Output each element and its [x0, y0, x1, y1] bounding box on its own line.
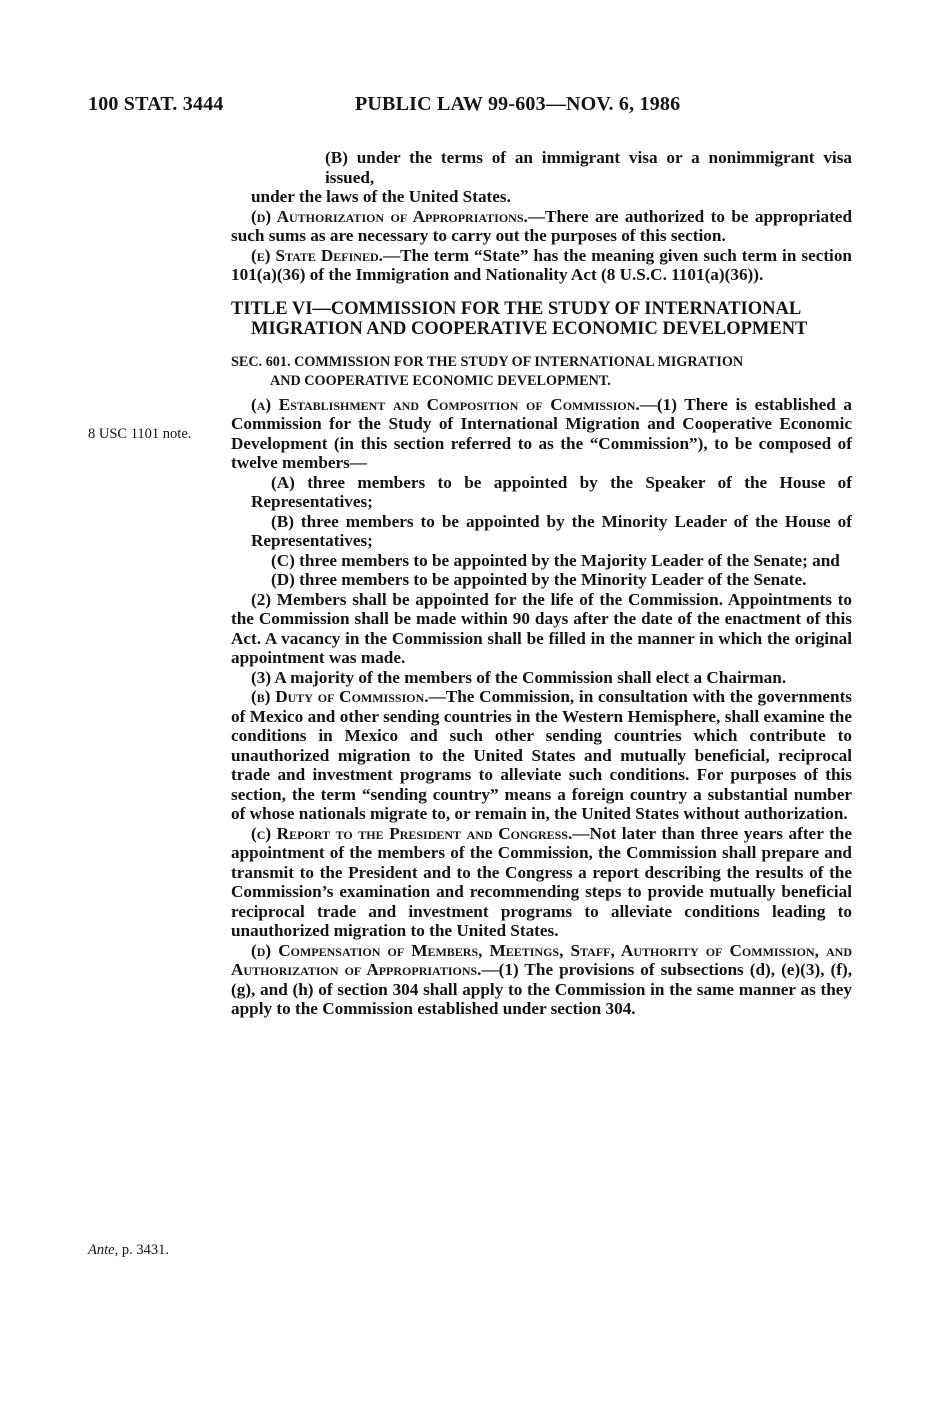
- section-heading-line1: SEC. 601. COMMISSION FOR THE STUDY OF INTERNATIONAL MIGRATION: [231, 353, 744, 370]
- page-reference: 100 STAT. 3444: [88, 93, 224, 115]
- subsection-b: [231, 687, 852, 824]
- subsection-d-heading: (d) Authorization of Appropriations.: [251, 206, 528, 226]
- subsection-d-text: —There are authorized to be appropriated such sums as are necessary to carry out the purposes of this section.: [231, 206, 852, 245]
- margin-note-ante: [88, 1242, 169, 1259]
- paragraph-a-A: (A) three members to be appointed by the Speaker of the House of Representatives;: [251, 472, 852, 511]
- subsection-d2: [231, 941, 852, 1019]
- subsection-d2-text: —(1) The provisions of subsections (d), (e)(3), (f), (g), and (h) of section 304 shall apply to the Commission in the same manner as they apply to the Commission established under section 304.: [231, 960, 852, 1018]
- subsection-a: [231, 395, 852, 473]
- subsection-a-text: —(1) There is established a Commission for the Study of International Migration and Cooperative Economic Development (in this section referred to as the “Commission”), to be composed of twelve members—: [231, 394, 852, 472]
- subsection-d2-heading: (d) Compensation of Members, Meetings, Staff, Authority of Commission, and Authorization of Appropriations.: [231, 940, 852, 979]
- subsection-d: [231, 207, 852, 246]
- subsection-b-text: —The Commission, in consultation with the governments of Mexico and other sending countries in the Western Hemisphere, shall examine the conditions in Mexico and such other sending countries which contribute to unauthorized migration to the United States and mutually beneficial, reciprocal trade and investment programs to alleviate such conditions. For purposes of this section, the term “sending country” means a foreign country a substantial number of whose nationals migrate to, or remain in, the United States without authorization.: [231, 687, 852, 823]
- clause-b: (B) under the terms of an immigrant visa or a nonimmigrant visa issued,: [325, 148, 852, 187]
- margin-note-ante-italic: Ante,: [88, 1242, 119, 1258]
- section-heading: [231, 353, 852, 391]
- subsection-c-heading: (c) Report to the President and Congress.: [251, 823, 573, 843]
- subsection-e: [231, 246, 852, 285]
- subsection-e-heading: (e) State Defined.: [251, 245, 383, 265]
- body-text: [231, 148, 852, 1019]
- margin-note-ante-rest: p. 3431.: [118, 1242, 169, 1258]
- subsection-a-heading: (a) Establishment and Composition of Commission.: [251, 394, 640, 414]
- clause-b-tail: under the laws of the United States.: [251, 187, 511, 206]
- subsection-c-text: —Not later than three years after the appointment of the members of the Commission, the Commission shall prepare and transmit to the President and to the Congress a report describing the results of the Commission’s examination and recommending steps to provide mutually beneficial reciprocal trade and investment programs to alleviate conditions leading to unauthorized migration to the United States.: [231, 823, 852, 940]
- title-heading: TITLE VI—COMMISSION FOR THE STUDY OF INTERNATIONAL MIGRATION AND COOPERATIVE ECONOMIC DEVELOPMENT: [231, 298, 808, 339]
- running-header: PUBLIC LAW 99-603—NOV. 6, 1986: [355, 93, 681, 115]
- paragraph-a-D: (D) three members to be appointed by the Minority Leader of the Senate.: [271, 570, 807, 589]
- paragraph-a-B: (B) three members to be appointed by the Minority Leader of the House of Representatives;: [251, 511, 852, 550]
- paragraph-a-C: (C) three members to be appointed by the Majority Leader of the Senate; and: [271, 550, 840, 570]
- subsection-b-heading: (b) Duty of Commission.: [251, 687, 429, 706]
- margin-note-usc: 8 USC 1101 note.: [88, 426, 192, 442]
- subsection-e-text: —The term “State” has the meaning given such term in section 101(a)(36) of the Immigration and Nationality Act (8 U.S.C. 1101(a)(36)).: [231, 245, 852, 284]
- section-heading-line2: AND COOPERATIVE ECONOMIC DEVELOPMENT.: [270, 372, 611, 389]
- paragraph-a-3: (3) A majority of the members of the Commission shall elect a Chairman.: [251, 667, 787, 687]
- subsection-c: [231, 824, 852, 941]
- paragraph-a-2: (2) Members shall be appointed for the life of the Commission. Appointments to the Commission shall be made within 90 days after the date of the enactment of this Act. A vacancy in the Commission shall be filled in the manner in which the original appointment was made.: [231, 589, 852, 667]
